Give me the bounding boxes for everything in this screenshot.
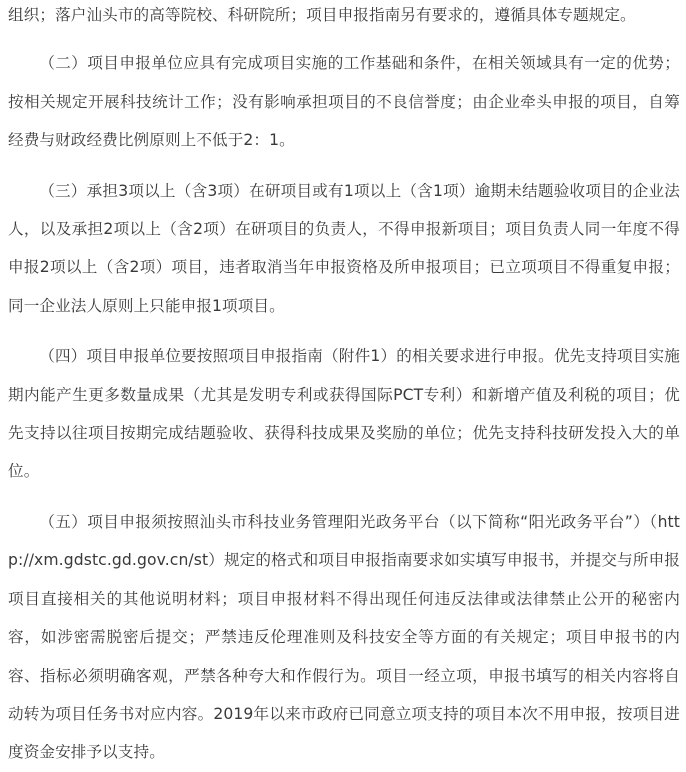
paragraph-item-4: （四）项目申报单位要按照项目申报指南（附件1）的相关要求进行申报。优先支持项目实施期内能产生更多数量成果（尤其是发明专利或获得国际PCT专利）和新增产值及利税的项目；优先支持以往项目按期完成结题验收、获得科技成果及奖励的单位；优先支持科技研发投入大的单位。 (8, 347, 680, 481)
paragraph-item-2: （二）项目申报单位应具有完成项目实施的工作基础和条件，在相关领域具有一定的优势；按相关规定开展科技统计工作；没有影响承担项目的不良信誉度；由企业牵头申报的项目，自筹经费与财政经费比例原则上不低于2：1。 (8, 54, 680, 150)
paragraph-item-5: （五）项目申报须按照汕头市科技业务管理阳光政务平台（以下简称“阳光政务平台”）（http://xm.gdstc.gd.gov.cn/st）规定的格式和项目申报指南要求如实填写申报书，并提交与所申报项目直接相关的其他说明材料；项目申报材料不得出现任何违反法律或法律禁止公开的秘密内容，如涉密需脱密后提交；严禁违反伦理准则及科技安全等方面的有关规定；项目申报书的内容、指标必须明确客观，严禁各种夸大和作假行为。项目一经立项，申报书填写的相关内容将自动转为项目任务书对应内容。2019年以来市政府已同意立项支持的项目本次不用申报，按项目进度资金安排予以支持。 (8, 512, 680, 762)
paragraph-item-3: （三）承担3项以上（含3项）在研项目或有1项以上（含1项）逾期未结题验收项目的企业法人，以及承担2项以上（含2项）在研项目的负责人，不得申报新项目；项目负责人同一年度不得申报2项以上（含2项）项目，违者取消当年申报资格及所申报项目；已立项项目不得重复申报；同一企业法人原则上只能申报1项项目。 (8, 181, 680, 315)
paragraph-continuation: 组织；落户汕头市的高等院校、科研院所；项目申报指南另有要求的，遵循具体专题规定。 (8, 6, 636, 24)
